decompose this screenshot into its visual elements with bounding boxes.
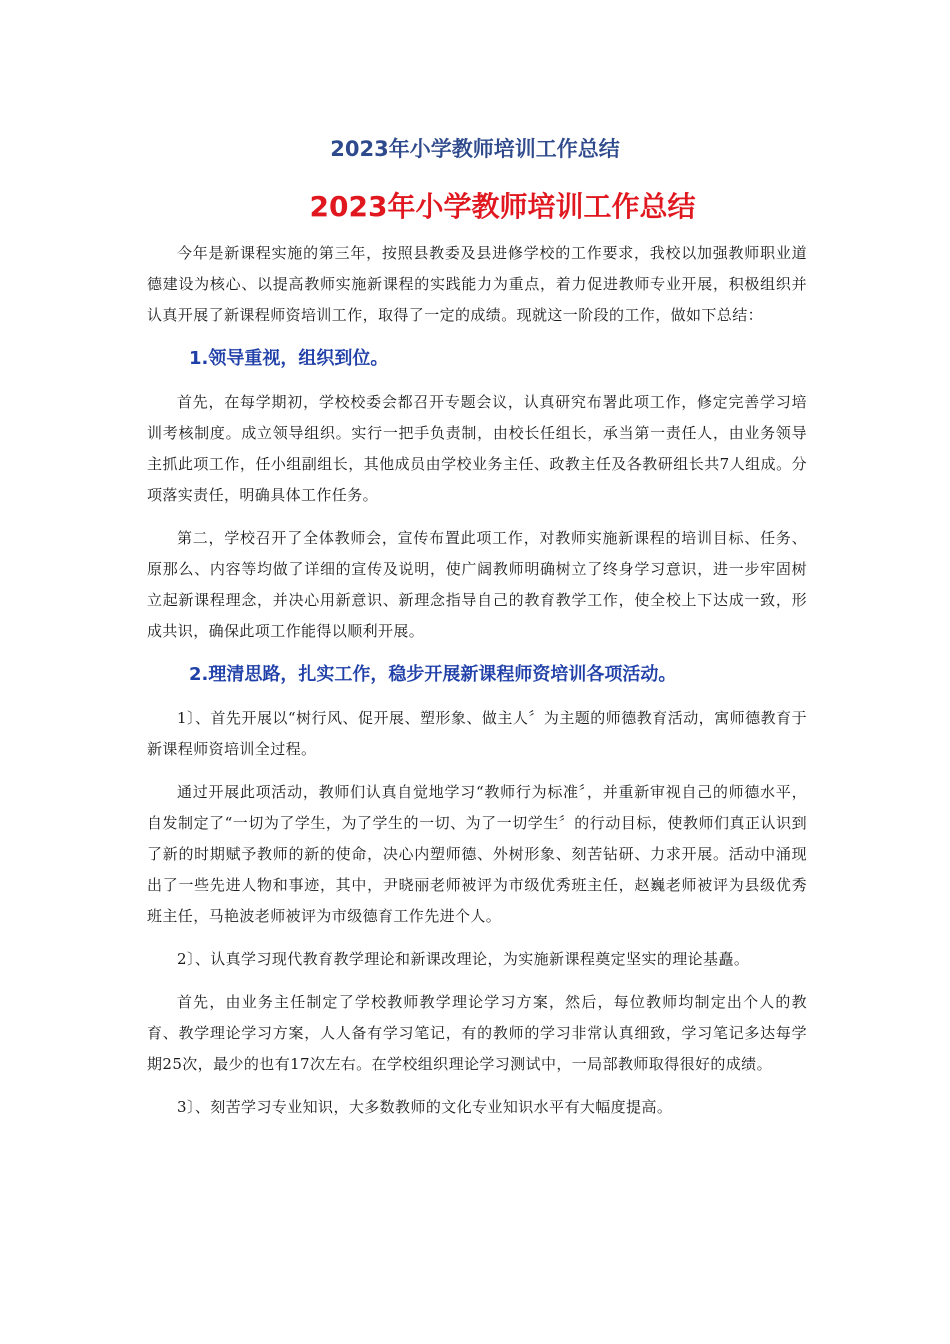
section2-item-2: 2〕、认真学习现代教育教学理论和新课改理论，为实施新课程奠定坚实的理论基矗。	[177, 950, 750, 968]
section2-item-3: 3〕、刻苦学习专业知识，大多数教师的文化专业知识水平有大幅度提高。	[177, 1098, 673, 1116]
section1-heading: 1.领导重视，组织到位。	[189, 348, 389, 369]
main-title: 2023年小学教师培训工作总结	[309, 190, 696, 223]
section2-item-1-detail: 通过开展此项活动，教师们认真自觉地学习“教师行为标准〞，并重新审视自己的师德水平，自发制定了“一切为了学生，为了学生的一切、为了一切学生〞的行动目标，使教师们真正认识到了新的时期赋予教师的新的使命，决心内塑师德、外树形象、刻苦钻研、力求开展。活动中涌现出了一些先进人物和事迹，其中，尹晓丽老师被评为市级优秀班主任，赵巍老师被评为县级优秀班主任，马艳波老师被评为市级德育工作先进个人。	[147, 783, 807, 925]
intro-paragraph: 今年是新课程实施的第三年，按照县教委及县进修学校的工作要求，我校以加强教师职业道德建设为核心、以提高教师实施新课程的实践能力为重点，着力促进教师专业开展，积极组织并认真开展了新课程师资培训工作，取得了一定的成绩。现就这一阶段的工作，做如下总结：	[147, 244, 807, 324]
section1-paragraph-1: 首先，在每学期初，学校校委会都召开专题会议，认真研究布署此项工作，修定完善学习培训考核制度。成立领导组织。实行一把手负责制，由校长任组长，承当第一责任人，由业务领导主抓此项工作，任小组副组长，其他成员由学校业务主任、政教主任及各教研组长共7人组成。分项落实责任，明确具体工作任务。	[147, 393, 807, 504]
document-body	[147, 238, 807, 1135]
section1-paragraph-2: 第二，学校召开了全体教师会，宣传布置此项工作，对教师实施新课程的培训目标、任务、原那么、内容等均做了详细的宣传及说明，使广阔教师明确树立了终身学习意识，进一步牢固树立起新课程理念，并决心用新意识、新理念指导自己的教育教学工作，使全校上下达成一致，形成共识，确保此项工作能得以顺利开展。	[147, 529, 807, 640]
section2-heading: 2.理清思路，扎实工作，稳步开展新课程师资培训各项活动。	[189, 664, 677, 685]
section2-item-2-detail: 首先，由业务主任制定了学校教师教学理论学习方案，然后，每位教师均制定出个人的教育、教学理论学习方案，人人备有学习笔记，有的教师的学习非常认真细致，学习笔记多达每学期25次，最少的也有17次左右。在学校组织理论学习测试中，一局部教师取得很好的成绩。	[147, 993, 807, 1073]
section2-item-1: 1〕、首先开展以“树行风、促开展、塑形象、做主人〞为主题的师德教育活动，寓师德教育于新课程师资培训全过程。	[147, 709, 807, 758]
header-title: 2023年小学教师培训工作总结	[330, 137, 620, 161]
